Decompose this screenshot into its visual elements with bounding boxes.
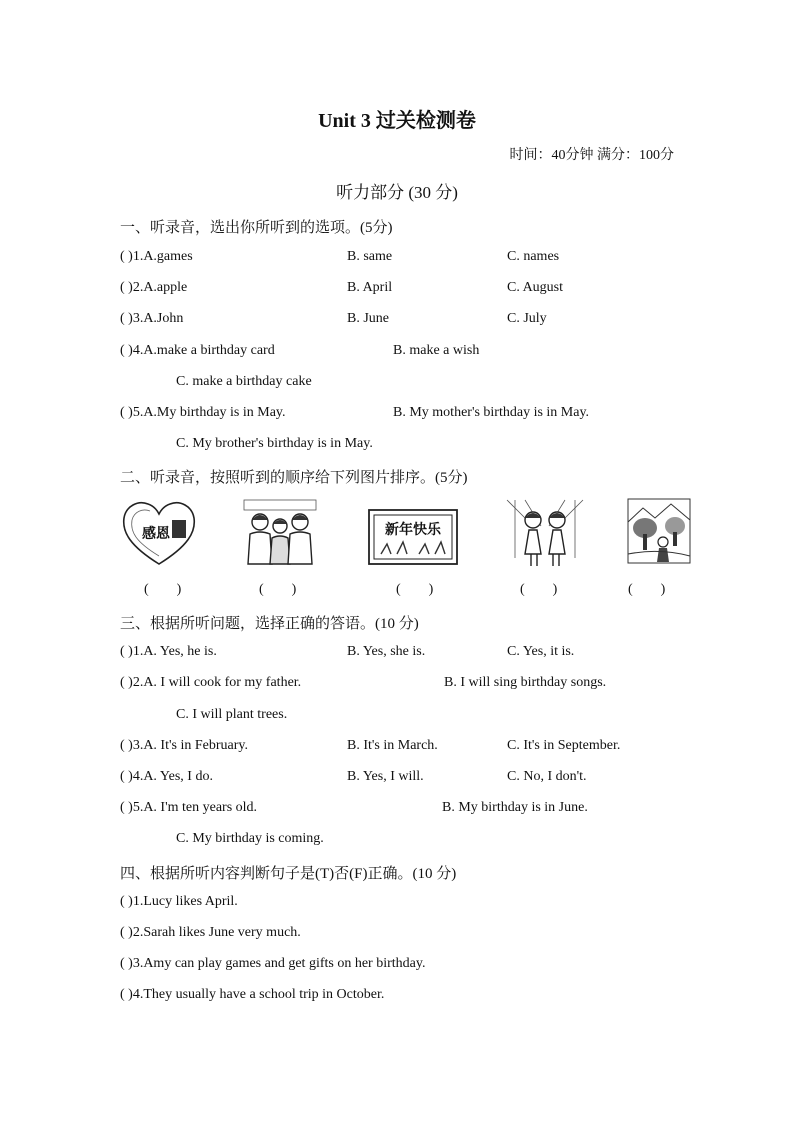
section-2-heading: 二、听录音，按照听到的顺序给下列图片排序。(5分) [120,470,468,486]
s1-q2-option-a: ( )2.A.apple [120,280,188,295]
pic3-answer-blank[interactable]: ( ) [396,582,434,597]
two-girls-picture [505,498,585,573]
tree-planting-picture [627,498,691,569]
section-4-heading: 四、根据所听内容判断句子是(T)否(F)正确。(10 分) [120,866,457,882]
section-3-heading: 三、根据所听问题，选择正确的答语。(10 分) [120,616,419,632]
s4-q1-text: ( )1.Lucy likes April. [120,894,238,909]
s3-q3-option-b: B. It's in March. [347,738,438,753]
s1-q1-option-b: B. same [347,249,393,264]
s1-q5-option-b: B. My mother's birthday is in May. [393,405,590,420]
s1-q5-option-a: ( )5.A.My birthday is in May. [120,405,286,420]
s3-q3-option-c: C. It's in September. [507,738,621,753]
s1-q3-option-a: ( )3.A.John [120,311,184,326]
s3-q2-option-a: ( )2.A. I will cook for my father. [120,675,302,690]
s1-q3-option-c: C. July [507,311,547,326]
thanksgiving-heart-picture [120,498,198,573]
s3-q5-option-c: C. My birthday is coming. [176,831,324,846]
pic1-answer-blank[interactable]: ( ) [144,582,182,597]
s1-q2-option-c: C. August [507,280,564,295]
pic3-text: 新年快乐 [385,522,441,538]
s3-q3-option-a: ( )3.A. It's in February. [120,738,248,753]
s1-q4-option-a: ( )4.A.make a birthday card [120,343,275,358]
s3-q5-option-a: ( )5.A. I'm ten years old. [120,800,258,815]
s3-q1-option-a: ( )1.A. Yes, he is. [120,644,217,659]
section-1-heading: 一、听录音，选出你所听到的选项。(5分) [120,220,393,236]
s1-q5-option-c: C. My brother's birthday is in May. [176,436,373,451]
pic5-answer-blank[interactable]: ( ) [628,582,666,597]
pic4-answer-blank[interactable]: ( ) [520,582,558,597]
s3-q1-option-b: B. Yes, she is. [347,644,426,659]
s4-q2-text: ( )2.Sarah likes June very much. [120,925,301,940]
s3-q2-option-b: B. I will sing birthday songs. [444,675,607,690]
s4-q3-text: ( )3.Amy can play games and get gifts on her birthday. [120,956,426,971]
s1-q3-option-b: B. June [347,311,389,326]
s4-q4-text: ( )4.They usually have a school trip in October. [120,987,385,1002]
s1-q1-option-c: C. names [507,249,560,264]
s1-q1-option-a: ( )1.A.games [120,249,193,264]
family-picture [240,498,320,573]
s3-q5-option-b: B. My birthday is in June. [442,800,588,815]
s1-q4-option-c: C. make a birthday cake [176,374,312,389]
s1-q2-option-b: B. April [347,280,393,295]
new-year-banner-picture [367,498,459,573]
s3-q4-option-c: C. No, I don't. [507,769,587,784]
s3-q1-option-c: C. Yes, it is. [507,644,575,659]
pic2-answer-blank[interactable]: ( ) [259,582,297,597]
s3-q4-option-b: B. Yes, I will. [347,769,424,784]
time-score-info: 时间：40分钟 满分：100分 [509,148,674,163]
page-title: Unit 3 过关检测卷 [318,110,476,132]
pic1-text: 感恩 [142,526,170,542]
listening-heading: 听力部分 (30 分) [336,183,458,202]
s3-q4-option-a: ( )4.A. Yes, I do. [120,769,213,784]
s1-q4-option-b: B. make a wish [393,343,480,358]
s3-q2-option-c: C. I will plant trees. [176,707,288,722]
